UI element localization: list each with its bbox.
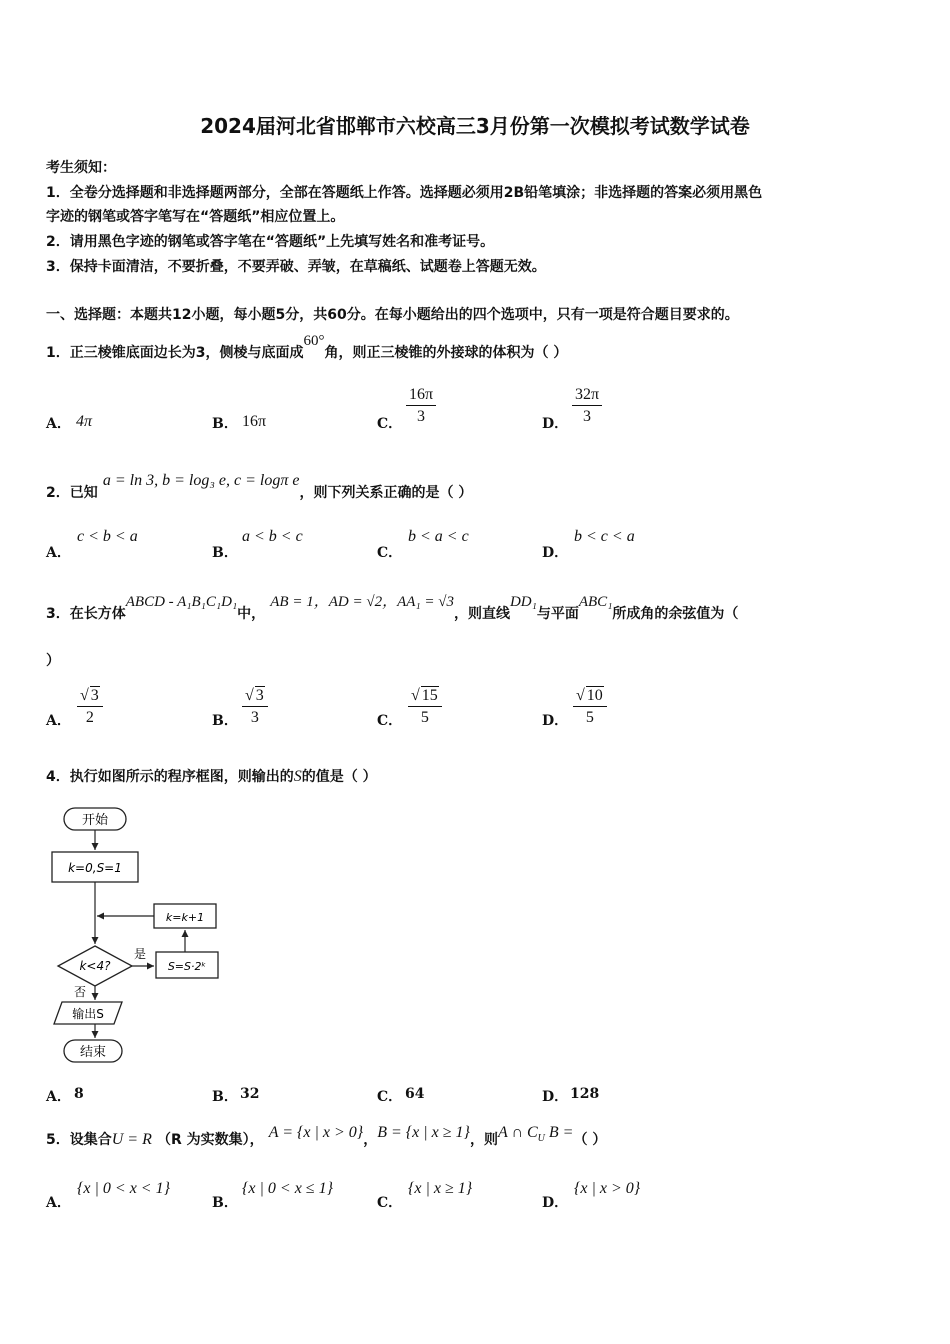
q1-option-b[interactable]: 16π: [242, 413, 267, 430]
flow-decision-label: k<4?: [79, 959, 111, 973]
q4-option-a-label[interactable]: A．: [46, 1089, 71, 1105]
q5-comma: ，: [363, 1132, 378, 1148]
q1-angle: 60°: [303, 333, 325, 349]
notice-heading: 考生须知：: [46, 160, 116, 176]
q3-d-radicand: 10: [586, 687, 603, 704]
q1-option-d[interactable]: [572, 386, 602, 426]
q5-option-b[interactable]: {x | 0 < x ≤ 1}: [242, 1180, 333, 1197]
page-title: 2024届河北省邯郸市六校高三3月份第一次模拟考试数学试卷: [200, 114, 750, 138]
flow-output-label: 输出S: [72, 1007, 104, 1021]
q1-stem-post: 角，则正三棱锥的外接球的体积为（ ）: [324, 345, 568, 361]
q3-stem-t4: 所成角的余弦值为（: [612, 606, 739, 622]
q1-d-denominator: 3: [583, 408, 592, 425]
q4-stem-post: 的值是（ ）: [301, 769, 377, 785]
q3-stem-pre: 3．在长方体: [46, 606, 126, 622]
q5-universal: U = R: [111, 1131, 152, 1148]
q2-option-d[interactable]: b < c < a: [574, 528, 635, 545]
q3-a-denominator: 2: [85, 709, 94, 726]
q4-variable: S: [293, 768, 302, 785]
q2-stem-pre: 2．已知: [46, 485, 98, 501]
question-4: [46, 766, 377, 786]
q2-option-a[interactable]: c < b < a: [77, 528, 138, 545]
q3-option-b-label[interactable]: B．: [212, 713, 238, 729]
question-1: [46, 330, 568, 361]
q3-option-c[interactable]: $\frac{√ 15}{5}$: [408, 686, 442, 727]
question-2: [46, 470, 473, 501]
q3-solid: ABCD - A₁B₁C₁D₁: [125, 594, 238, 610]
q3-conditions: AB = 1，AD = √2，AA₁ = √3: [270, 594, 454, 610]
q5-option-d[interactable]: {x | x > 0}: [574, 1180, 641, 1197]
q4-stem-pre: 4．执行如图所示的程序框图，则输出的: [46, 769, 294, 785]
flow-start-label: 开始: [81, 813, 109, 828]
q5-expression-tail: B =: [544, 1124, 574, 1141]
q3-stem-mid: 中，: [237, 606, 266, 622]
question-5: [46, 1122, 607, 1148]
q5-option-d-label[interactable]: D．: [542, 1195, 569, 1211]
q5-set-b: B = {x | x ≥ 1}: [377, 1124, 470, 1141]
q1-d-numerator: 32π: [572, 386, 602, 406]
q1-option-d-label[interactable]: D．: [542, 416, 569, 432]
q3-option-c-label[interactable]: C．: [377, 713, 403, 729]
section-heading: 一、选择题：本题共12小题，每小题5分，共60分。在每小题给出的四个选项中，只有一项是符合题目要求的。: [46, 307, 739, 323]
q1-option-a-label[interactable]: A．: [46, 416, 71, 432]
q1-c-numerator: 16π: [406, 386, 436, 406]
q4-option-b[interactable]: 32: [240, 1086, 260, 1102]
q1-option-b-label[interactable]: B．: [212, 416, 238, 432]
q5-stem-post: （ ）: [573, 1132, 607, 1148]
question-3: [46, 590, 739, 622]
q3-b-radicand: 3: [255, 687, 264, 704]
q3-option-d[interactable]: $\frac{√ 10}{5}$: [573, 686, 607, 727]
q3-a-radicand: 3: [90, 687, 99, 704]
q5-option-c-label[interactable]: C．: [377, 1195, 403, 1211]
q5-option-c[interactable]: {x | x ≥ 1}: [408, 1180, 473, 1197]
q2-option-a-label[interactable]: A．: [46, 545, 71, 561]
q2-option-d-label[interactable]: D．: [542, 545, 569, 561]
q1-c-denominator: 3: [417, 408, 426, 425]
q5-option-b-label[interactable]: B．: [212, 1195, 238, 1211]
q4-option-a[interactable]: 8: [74, 1086, 84, 1102]
q2-expression: a = ln 3, b = log₃ e, c = logπ e: [102, 472, 300, 489]
flow-yes-label: 是: [133, 947, 147, 961]
notice-line-3: 3．保持卡面清洁，不要折叠，不要弄破、弄皱，在草稿纸、试题卷上答题无效。: [46, 259, 546, 275]
q5-option-a[interactable]: {x | 0 < x < 1}: [77, 1180, 170, 1197]
q3-c-denominator: 5: [420, 709, 429, 726]
q4-option-b-label[interactable]: B．: [212, 1089, 238, 1105]
flow-update-k-label: k=k+1: [165, 911, 205, 924]
notice-line-2: 2．请用黑色字迹的钢笔或答字笔在“答题纸”上先填写姓名和准考证号。: [46, 234, 495, 250]
q5-set-a: A = {x | x > 0}: [268, 1124, 364, 1141]
q4-option-c-label[interactable]: C．: [377, 1089, 403, 1105]
q3-option-d-label[interactable]: D．: [542, 713, 569, 729]
q2-option-c-label[interactable]: C．: [377, 545, 403, 561]
flow-end-label: 结束: [79, 1045, 107, 1060]
q3-stem-t3: 与平面: [536, 606, 579, 622]
q4-option-d-label[interactable]: D．: [542, 1089, 569, 1105]
q1-option-a[interactable]: 4π: [76, 413, 93, 430]
q3-stem-close: ）: [46, 653, 60, 669]
q3-d-denominator: 5: [585, 709, 594, 726]
q2-stem-post: ，则下列关系正确的是（ ）: [299, 485, 473, 501]
q3-c-radicand: 15: [421, 687, 438, 704]
q4-option-c[interactable]: 64: [405, 1086, 425, 1102]
flow-no-label: 否: [73, 985, 87, 999]
q5-stem-paren: （R 为实数集），: [156, 1132, 264, 1148]
flowchart: [40, 800, 240, 1070]
q4-option-d[interactable]: 128: [570, 1086, 600, 1102]
q5-then: ，则: [469, 1132, 498, 1148]
flow-init-label: k=0,S=1: [68, 861, 122, 875]
q2-option-b[interactable]: a < b < c: [242, 528, 303, 545]
q1-stem-pre: 1．正三棱锥底面边长为3，侧棱与底面成: [46, 345, 304, 361]
q3-b-denominator: 3: [250, 709, 259, 726]
q3-line: DD₁: [509, 594, 537, 610]
q1-option-c-label[interactable]: C．: [377, 416, 403, 432]
q5-expression: A ∩ C: [497, 1124, 538, 1141]
q1-option-c[interactable]: [406, 386, 436, 426]
q5-expression-sub: U: [537, 1133, 545, 1144]
q3-option-a[interactable]: $\frac{√ 3}{2}$: [77, 686, 103, 727]
q5-option-a-label[interactable]: A．: [46, 1195, 71, 1211]
q2-option-b-label[interactable]: B．: [212, 545, 238, 561]
q3-plane: ABC₁: [578, 594, 613, 610]
q3-option-b[interactable]: $\frac{√ 3}{3}$: [242, 686, 268, 727]
q3-stem-t2: ，则直线: [453, 606, 510, 622]
q2-option-c[interactable]: b < a < c: [408, 528, 469, 545]
notice-line-1: 1．全卷分选择题和非选择题两部分，全部在答题纸上作答。选择题必须用2B铅笔填涂；非选择题的答案必须用黑色: [46, 185, 763, 201]
q5-stem-pre: 5．设集合: [46, 1132, 112, 1148]
notice-line-1-cont: 字迹的钢笔或答字笔写在“答题纸”相应位置上。: [46, 209, 345, 225]
q3-option-a-label[interactable]: A．: [46, 713, 71, 729]
flow-update-s-label: S=S·2ᵏ: [167, 960, 207, 973]
